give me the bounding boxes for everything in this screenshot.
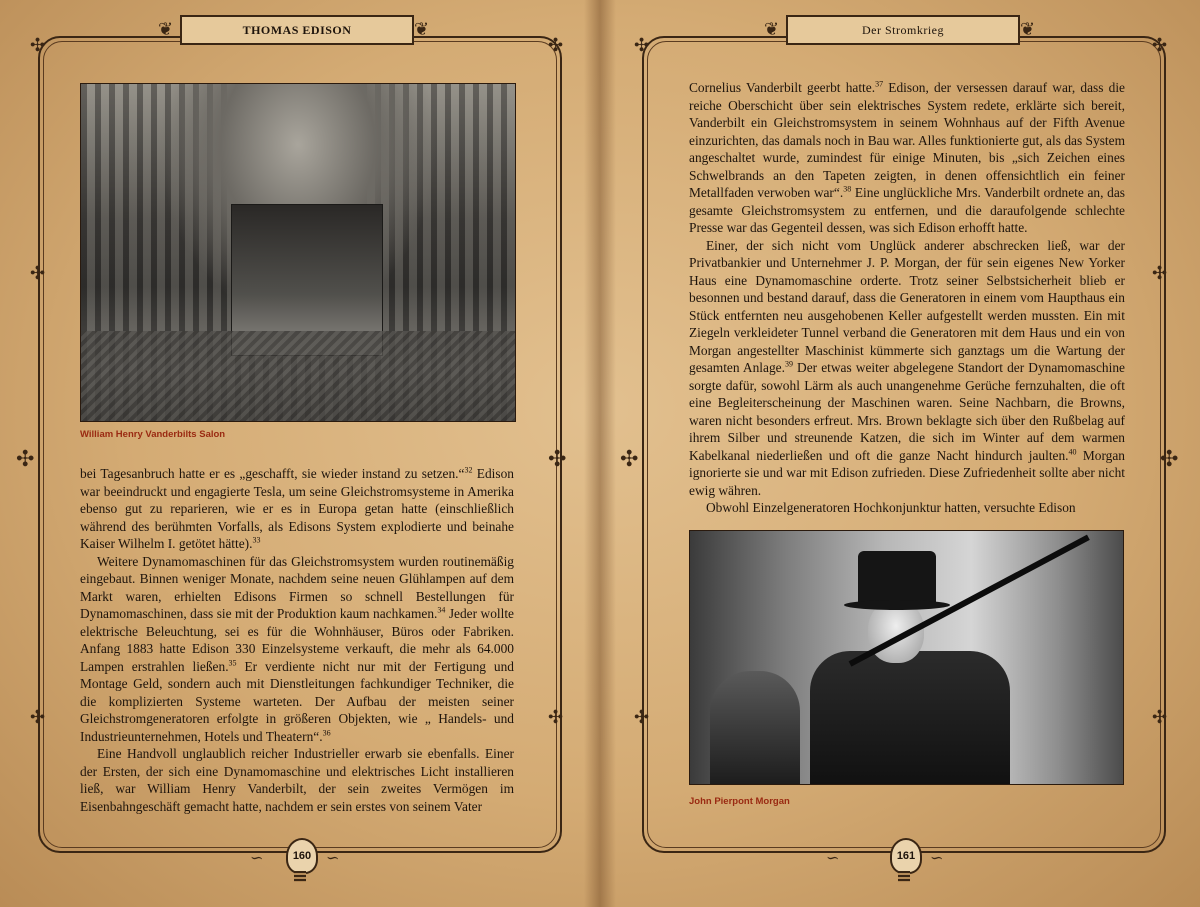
side-ornament-icon: ✣ bbox=[634, 707, 650, 727]
paragraph-text: Jeder wollte elektrische Beleuchtung, sei es für die Wohnhäuser, Büros oder Fabriken. Anfang 1883 hatte Edison 330 Einzelsysteme verkauft, die mehr als 64.000 Lampen erstrahlen ließen. bbox=[80, 606, 515, 674]
paragraph-text: Edison, der versessen darauf war, dass die reiche Oberschicht über sein elektrisches System redete, erklärte sich bereit, Vanderbilt ein Gleichstromsystem in seinem Wohnhaus auf der Fifth Avenue einzurichten, das damals noch in Bau war. Alles funktionierte gut, als das System angeschaltet wurde, zumindest für einige Minuten, bis „sich Zeichen eines Schwelbrands an den Tapeten zeigten, in denen offensichtlich ein feiner Metallfaden verwoben war“. bbox=[689, 80, 1126, 200]
swirl-ornament-icon: ∽ bbox=[250, 850, 264, 867]
paragraph-text: Einer, der sich nicht vom Unglück anderer abschrecken ließ, war der Privatbankier und Unternehmer J. P. Morgan, der für sein eigenes New Yorker Haus eine Dynamomaschine orderte. Trotz seiner Selbstsicherheit blieb er besonnen und bestand darauf, dass die Generatoren in einem vom Haupthaus ein Stück entfernten neu ausgehobenen Keller aufgestellt werden mussten. Ein mit Ziegeln verkleideter Tunnel verband die Generatoren mit dem Haus und ein von Morgan angestellter Maschinist kümmerte sich ganztags um die Wartung der gesamten Anlage. bbox=[689, 237, 1125, 375]
page-number: 160 bbox=[292, 850, 312, 862]
side-ornament-icon: ✣ bbox=[620, 446, 639, 471]
side-ornament-icon: ✣ bbox=[548, 707, 564, 727]
paragraph-text: Eine Handvoll unglaublich reicher Industrieller erwarb sie ebenfalls. Einer der Ersten, der sich eine Dynamomaschine und elektrisches Licht installieren ließ, war William Henry Vanderbilt, der sein zweites Vermögen im Eisenbahngeschäft gemacht hatte, nachdem er sein erstes von seinem Vater bbox=[80, 746, 514, 814]
side-ornament-icon: ✣ bbox=[1160, 446, 1179, 471]
bulb-base bbox=[294, 871, 306, 882]
side-ornament-icon: ✣ bbox=[30, 707, 46, 727]
footnote-ref: 33 bbox=[252, 535, 261, 545]
paragraph bbox=[689, 79, 1125, 237]
swirl-ornament-icon: ∽ bbox=[826, 850, 840, 867]
footnote-ref: 40 bbox=[1068, 447, 1077, 457]
paragraph-text: Edison war beeindruckt und engagierte Tesla, um seine Gleichstromsysteme in Amerika ebenso gut zu reparieren, wie er es in Europa getan hatte (einschließlich während des berühmten Vorfalls, als Edisons System explodierte und beinahe Kaiser Wilhelm I. getötet hätte). bbox=[80, 466, 514, 551]
footnote-ref: 36 bbox=[322, 728, 331, 738]
paragraph-text: Obwohl Einzelgeneratoren Hochkonjunktur hatten, versuchte Edison bbox=[706, 500, 1076, 515]
morgan-photo bbox=[689, 530, 1124, 785]
side-ornament-icon: ✣ bbox=[548, 446, 567, 471]
header-flourish-icon: ❦ bbox=[158, 19, 174, 39]
swirl-ornament-icon: ∽ bbox=[326, 850, 340, 867]
photo-caption: John Pierpont Morgan bbox=[689, 796, 790, 807]
header-flourish-icon: ❦ bbox=[414, 19, 430, 39]
side-ornament-icon: ✣ bbox=[1152, 263, 1168, 283]
paragraph-text: Morgan ignorierte sie und war mit Edison zufrieden. Diese Zufriedenheit sollte aber nicht ewig währen. bbox=[689, 447, 1125, 498]
vanderbilt-salon-photo bbox=[80, 83, 516, 422]
page-number-bulb bbox=[286, 838, 314, 882]
paragraph-text: Cornelius Vanderbilt geerbt hatte. bbox=[689, 80, 876, 95]
paragraph bbox=[689, 237, 1125, 500]
side-ornament-icon: ✣ bbox=[1152, 707, 1168, 727]
running-head bbox=[786, 15, 1020, 45]
side-ornament-icon: ✣ bbox=[30, 263, 46, 283]
paragraph-text: bei Tagesanbruch hatte er es „geschafft, sie wieder instand zu setzen.“ bbox=[80, 466, 465, 481]
body-text bbox=[80, 465, 514, 815]
corner-ornament-icon: ✣ bbox=[30, 35, 46, 55]
bulb-base bbox=[898, 871, 910, 882]
header-flourish-icon: ❦ bbox=[1020, 19, 1036, 39]
page-number-bulb bbox=[890, 838, 918, 882]
footnote-ref: 38 bbox=[843, 184, 852, 194]
lightbulb-icon bbox=[890, 838, 922, 874]
footnote-ref: 34 bbox=[437, 605, 446, 615]
corner-ornament-icon: ✣ bbox=[1152, 35, 1168, 55]
paragraph-text: Er verdiente nicht nur mit der Fertigung und Montage Geld, sondern auch mit Dienstleitungen fachkundiger Techniker, die die komplizierten Systeme warteten. Der Aufbau der meisten seiner Gleichstromgeneratoren erfolgte in größeren Objekten, wie „ Handels- und Industrieunternehmen, Hotels und Theatern“. bbox=[80, 658, 514, 744]
side-ornament-icon: ✣ bbox=[16, 446, 35, 471]
corner-ornament-icon: ✣ bbox=[548, 35, 564, 55]
running-head-label: Der Stromkrieg bbox=[862, 22, 944, 37]
footnote-ref: 39 bbox=[784, 359, 793, 369]
paragraph bbox=[689, 499, 1125, 517]
header-flourish-icon: ❦ bbox=[764, 19, 780, 39]
footnote-ref: 32 bbox=[464, 465, 473, 475]
corner-ornament-icon: ✣ bbox=[634, 35, 650, 55]
swirl-ornament-icon: ∽ bbox=[930, 850, 944, 867]
paragraph bbox=[80, 465, 514, 553]
running-head-label: THOMAS EDISON bbox=[242, 22, 352, 37]
paragraph-text: Eine unglückliche Mrs. Vanderbilt ordnete an, das gesamte Gleichstromsystem zu entfernen, und die daraufolgende schlechte Presse war das Gegenteil dessen, was sich Edison erhofft hatte. bbox=[689, 185, 1125, 235]
footnote-ref: 37 bbox=[875, 79, 884, 89]
photo-detail bbox=[710, 671, 800, 784]
page-number: 161 bbox=[896, 850, 916, 862]
lightbulb-icon bbox=[286, 838, 318, 874]
photo-detail bbox=[858, 551, 936, 606]
paragraph bbox=[80, 745, 514, 815]
paragraph-text: Weitere Dynamomaschinen für das Gleichstromsystem wurden routinemäßig eingebaut. Binnen weniger Monate, nachdem seine neuen Glühlampen auf dem Markt waren, erhielten Edisons Firmen so schnell Bestellungen für Dynamomaschinen, dass sie mit der Produktion kaum nachkamen. bbox=[80, 553, 514, 621]
photo-detail bbox=[810, 651, 1010, 784]
running-head bbox=[180, 15, 414, 45]
footnote-ref: 35 bbox=[228, 658, 237, 668]
photo-caption: William Henry Vanderbilts Salon bbox=[80, 429, 226, 440]
body-text bbox=[689, 79, 1125, 517]
photo-detail bbox=[81, 331, 515, 421]
paragraph-text: Der etwas weiter abgelegene Standort der Dynamomaschine sorgte dafür, sowohl Lärm als auch unangenehme Gerüche fernzuhalten, die oft eine Begleiterscheinung der Maschinen waren. Seine Nachbarn, die Browns, waren nicht besonders erfreut. Mrs. Brown beklagte sich über den Rußbelag auf ihrem Silber und streunende Katzen, die sich im Winter auf dem warmen Kabelkanal niederließen und oft die ganze Nacht hindurch jaulten. bbox=[689, 360, 1125, 463]
paragraph bbox=[80, 553, 514, 746]
